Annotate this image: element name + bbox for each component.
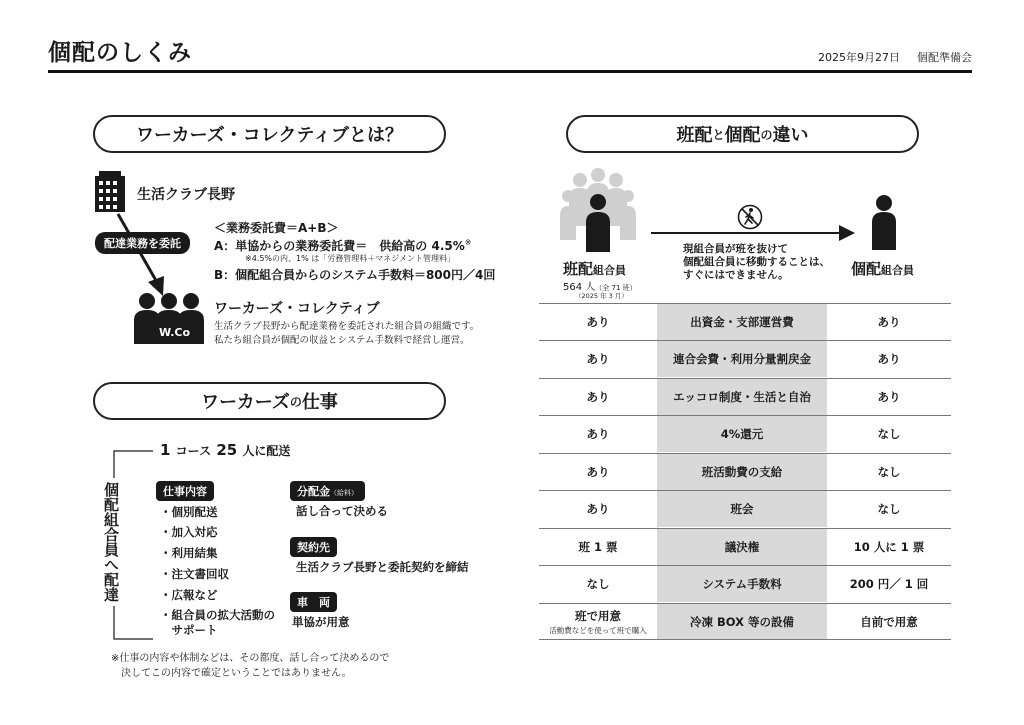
- no-walking-icon: [737, 204, 763, 230]
- table-row: [539, 603, 951, 640]
- table-row: [539, 340, 951, 377]
- item-cell: 班活動費の支給: [657, 454, 827, 490]
- han-cell: あり: [586, 427, 610, 441]
- table-row: [539, 303, 951, 340]
- individual-member-icon: [871, 194, 897, 250]
- vertical-label: 個配組合員へ配達: [100, 478, 122, 606]
- han-cell: 班で用意 活動費などを使って班で購入: [549, 608, 647, 635]
- ko-cell: あり: [877, 352, 901, 366]
- item-cell: 議決権: [657, 529, 827, 565]
- workers-collective-title: ワーカーズ・コレクティブ: [214, 301, 380, 317]
- workers-collective-heading: ワーカーズ・コレクティブとは？: [93, 115, 446, 153]
- fee-heading: ＜業務委託費＝A+B＞: [214, 221, 339, 235]
- table-row: [539, 490, 951, 527]
- han-member-label: 班配組合員: [563, 260, 627, 278]
- item-cell: 班会: [657, 491, 827, 527]
- course-info: 1 コース 25 人に配送: [160, 441, 291, 459]
- ko-cell: なし: [877, 502, 901, 516]
- item-cell: エッコロ制度・生活と自治: [657, 379, 827, 415]
- date-line: [818, 49, 972, 65]
- pay-text: 話し合って決める: [296, 504, 388, 518]
- ko-cell: なし: [877, 465, 901, 479]
- task-item: サポート: [160, 623, 218, 637]
- item-cell: 出資金・支部運営費: [657, 304, 827, 340]
- task-item: ・注文書回収: [160, 567, 229, 581]
- item-cell: 冷凍 BOX 等の設備: [657, 604, 827, 639]
- table-row: [539, 528, 951, 565]
- coop-name: 生活クラブ長野: [137, 187, 235, 203]
- wco-badge: W.Co: [159, 326, 191, 339]
- contract-text: 生活クラブ長野と委託契約を締結: [296, 560, 469, 574]
- commission-badge: 配達業務を委託: [95, 232, 190, 254]
- ko-cell: あり: [877, 315, 901, 329]
- item-cell: 連合会費・利用分量割戻金: [657, 341, 827, 377]
- group-members-icon: [560, 166, 636, 252]
- item-cell: システム手数料: [657, 566, 827, 602]
- vehicle-tag: 車 両: [290, 592, 337, 612]
- page-title: 個配のしくみ: [48, 40, 192, 66]
- footnote: ※仕事の内容や体制などは、その都度、話し合って決めるので 決してこの内容で確定ということではありません。: [111, 653, 390, 679]
- footnote-mark: ※: [464, 238, 472, 247]
- han-cell: あり: [586, 465, 610, 479]
- han-cell: あり: [586, 390, 610, 404]
- table-row: [539, 453, 951, 490]
- han-cell: あり: [586, 315, 610, 329]
- work-heading: ワーカーズ の 仕事: [93, 382, 446, 420]
- comparison-heading: 班配 と 個配 の 違い: [566, 115, 919, 153]
- task-item: ・利用結集: [160, 546, 218, 560]
- ko-cell: あり: [877, 390, 901, 404]
- pay-tag: 分配金（給料）: [290, 481, 365, 501]
- table-row: [539, 378, 951, 415]
- building-icon: [93, 170, 127, 212]
- ko-cell: 自前で用意: [860, 614, 918, 629]
- tasks-tag: 仕事内容: [156, 481, 214, 501]
- task-item: ・広報など: [160, 588, 218, 602]
- fee-a-note: ※4.5%の内、1% は「労務管理料＋マネジメント管理料」: [245, 254, 456, 263]
- item-cell: 4%還元: [657, 416, 827, 452]
- ko-member-label: 個配組合員: [851, 260, 915, 278]
- move-note: 現組合員が班を抜けて 個配組合員に移動することは、 すぐにはできません。: [683, 243, 830, 281]
- fee-a: A：単協からの業務委託費＝ 供給高の 4.5%※: [214, 238, 472, 253]
- task-item: ・加入対応: [160, 525, 218, 539]
- workers-collective-desc-1: 生活クラブ長野から配達業務を委託された組合員の組織です。: [214, 321, 480, 332]
- task-item: ・個別配送: [160, 505, 218, 519]
- fee-b: B：個配組合員からのシステム手数料＝800円／4回: [214, 268, 496, 282]
- date: 2025年9月27日: [818, 51, 900, 64]
- ko-cell: 200 円／ 1 回: [849, 577, 929, 591]
- org-name: 個配準備会: [917, 51, 972, 64]
- han-count-date: （2025 年 3 月）: [575, 292, 628, 300]
- han-cell: あり: [586, 352, 610, 366]
- han-cell: なし: [586, 577, 610, 591]
- table-row: [539, 415, 951, 452]
- header-rule: [48, 70, 972, 73]
- arrow-down-right-icon: [110, 210, 180, 300]
- table-row: [539, 565, 951, 602]
- ko-cell: なし: [877, 427, 901, 441]
- ko-cell: 10 人に 1 票: [853, 540, 925, 554]
- vehicle-text: 単協が用意: [292, 615, 350, 629]
- workers-collective-desc-2: 私たち組合員が個配の収益とシステム手数料で経営し運営。: [214, 335, 470, 346]
- contract-tag: 契約先: [290, 537, 337, 557]
- han-cell: あり: [586, 502, 610, 516]
- han-cell: 班 1 票: [578, 540, 618, 554]
- task-item: ・組合員の拡大活動の: [160, 608, 275, 622]
- comparison-table: [539, 303, 951, 641]
- han-member-count: 564 人（全 71 班）: [563, 282, 637, 293]
